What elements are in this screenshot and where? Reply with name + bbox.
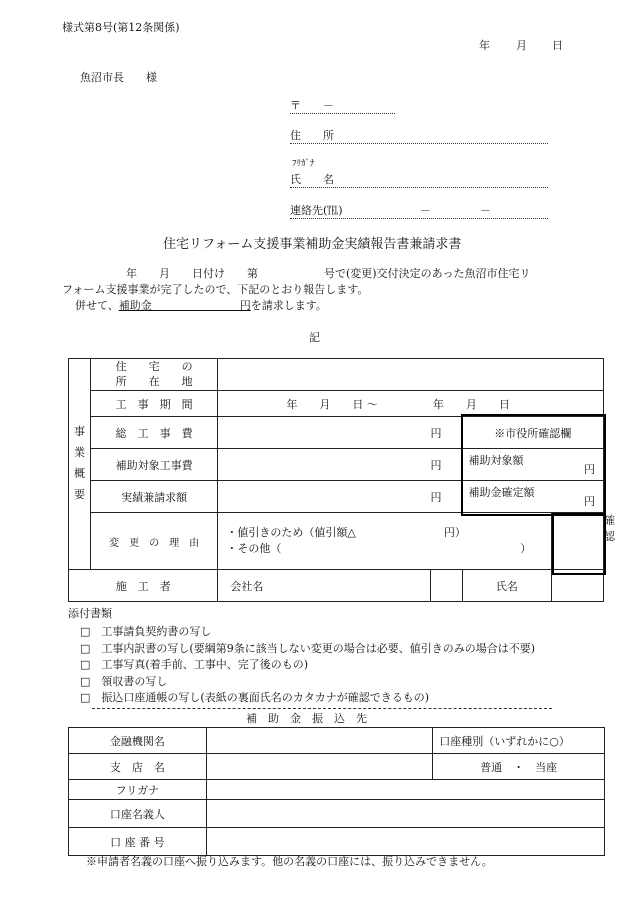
bank-heading: 補 助 金 振 込 先 xyxy=(246,712,367,725)
body-line-1: 年 月 日付け 第 号で(変更)交付決定のあった魚沼市住宅リ xyxy=(126,267,531,280)
addressee: 魚沼市長 様 xyxy=(80,71,157,84)
date-month: 月 xyxy=(516,39,527,52)
holder-input[interactable] xyxy=(206,800,604,828)
furigana-input[interactable] xyxy=(206,780,604,800)
contact-label: 連絡先(℡) xyxy=(290,204,343,217)
contact-sep-2: － xyxy=(480,204,491,217)
account-type-options[interactable]: 普通 ・ 当座 xyxy=(433,754,605,780)
form-number: 様式第8号(第12条関係) xyxy=(62,21,180,34)
institution-label: 金融機関名 xyxy=(69,728,207,754)
company-input[interactable] xyxy=(430,570,462,602)
holder-label: 口座名義人 xyxy=(69,800,207,828)
change-reason-label: 変 更 の 理 由 xyxy=(90,513,217,570)
body-line-2: フォーム支援事業が完了したので、下記のとおり報告します。 xyxy=(62,283,369,296)
subsidy-target-label: 補助対象工事費 xyxy=(90,449,217,481)
contact-field[interactable] xyxy=(290,205,548,219)
institution-input[interactable] xyxy=(206,728,433,754)
period-label: 工 事 期 間 xyxy=(90,391,217,417)
account-type-label: 口座種別（いずれかに○） xyxy=(433,728,605,754)
date-year: 年 xyxy=(479,39,490,52)
attachment-item[interactable]: □ 工事請負契約書の写し xyxy=(80,625,212,638)
body-line-3: 併せて、補助金 円を請求します。 xyxy=(75,299,327,312)
city-check-header: ※市役所確認欄 xyxy=(462,417,603,449)
confirmed-amount-cell: 補助金確定額 円 xyxy=(462,481,603,513)
branch-label: 支 店 名 xyxy=(69,754,207,780)
attachments-heading: 添付書類 xyxy=(68,607,112,620)
account-number-input[interactable] xyxy=(206,828,604,856)
branch-input[interactable] xyxy=(206,754,433,780)
target-amount-cell: 補助対象額 円 xyxy=(462,449,603,481)
postal-field[interactable] xyxy=(290,100,395,114)
cut-line xyxy=(92,708,552,709)
contractor-label: 施 工 者 xyxy=(69,570,218,602)
attachments-list xyxy=(80,624,535,707)
total-cost-input[interactable]: 円 xyxy=(218,417,462,449)
side-label: 事 業 概 要 xyxy=(69,359,91,570)
request-amount[interactable]: 補助金 円 xyxy=(118,299,251,312)
ki-label: 記 xyxy=(309,331,320,344)
page-title: 住宅リフォーム支援事業補助金実績報告書兼請求書 xyxy=(163,237,462,252)
company-label: 会社名 xyxy=(218,570,430,602)
attachment-item[interactable]: □ 領収書の写し xyxy=(80,674,168,688)
period-input[interactable]: 年 月 日 ～ 年 月 日 xyxy=(218,391,604,417)
city-check-frame xyxy=(461,414,606,516)
house-address-label: 住 宅 の 所 在 地 xyxy=(90,359,217,391)
attachment-item[interactable]: □ 振込口座通帳の写し(表紙の裏面氏名のカタカナが確認できるもの) xyxy=(80,691,429,704)
name-label: 氏 名 xyxy=(290,173,334,186)
address-label: 住 所 xyxy=(290,129,334,142)
furigana-label-bank: フリガナ xyxy=(69,780,207,800)
date-day: 日 xyxy=(552,39,563,52)
address-field[interactable] xyxy=(290,130,548,144)
confirm-cell: 確認 xyxy=(604,513,605,570)
account-number-label: 口 座 番 号 xyxy=(69,828,207,856)
actual-amount-input[interactable]: 円 xyxy=(218,481,462,513)
contact-sep-1: － xyxy=(420,204,431,217)
attachment-item[interactable]: □ 工事内訳書の写し(要綱第9条に該当しない変更の場合は必要、値引きのみの場合は不要) xyxy=(80,641,535,655)
postal-label: 〒 － xyxy=(290,99,334,112)
bank-table xyxy=(68,727,605,856)
subsidy-target-input[interactable]: 円 xyxy=(218,449,462,481)
name-field[interactable] xyxy=(290,174,548,188)
actual-amount-label: 実績兼請求額 xyxy=(90,481,217,513)
furigana-label: ﾌﾘｶﾞﾅ xyxy=(292,159,315,169)
change-reason-input[interactable]: ・値引きのため（値引額△ 円） ・その他（ ） xyxy=(218,513,552,570)
house-address-input[interactable] xyxy=(218,359,604,391)
person-label: 氏名 xyxy=(462,570,552,602)
bank-note: ※申請者名義の口座へ振り込みます。他の名義の口座には、振り込みできません。 xyxy=(86,855,493,868)
attachment-item[interactable]: □ 工事写真(着手前、工事中、完了後のもの) xyxy=(80,658,308,671)
confirm-frame xyxy=(552,513,606,575)
total-cost-label: 総 工 事 費 xyxy=(90,417,217,449)
